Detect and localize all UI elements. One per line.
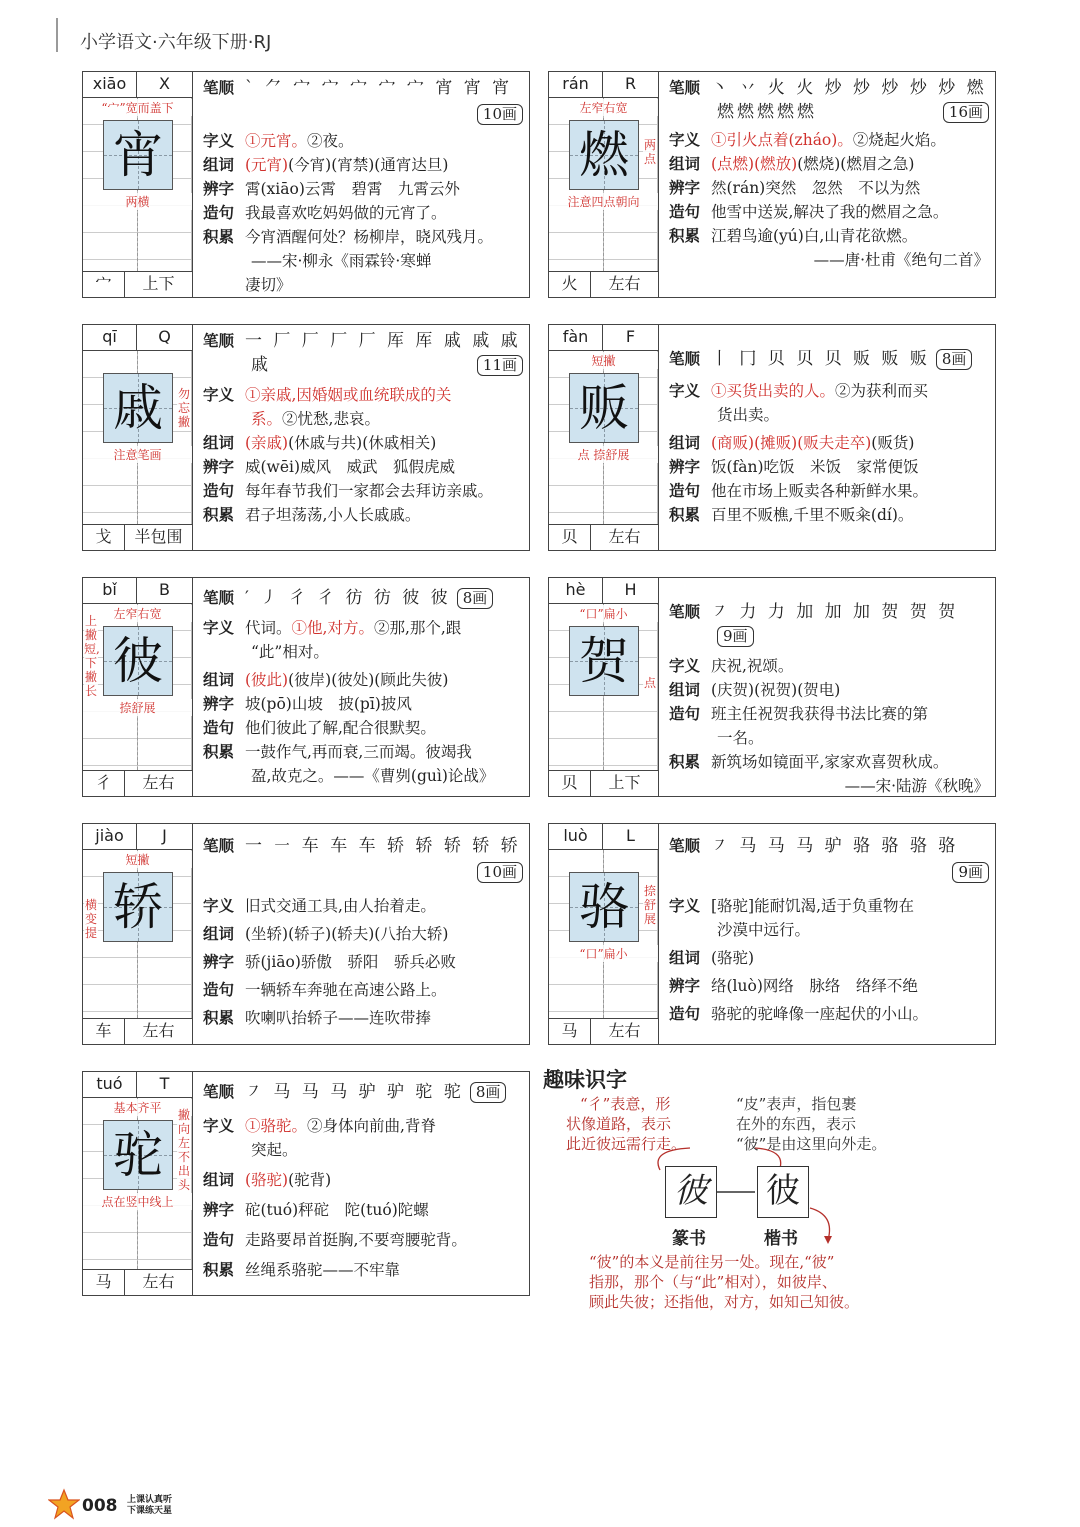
practice-grid	[549, 351, 658, 524]
writing-note: 注意笔画	[83, 446, 192, 463]
main-character: 戚	[113, 379, 163, 437]
words-highlight: (商贩)(摊贩)(贩夫走卒)	[711, 434, 872, 452]
label-bianzi: 辨字	[669, 976, 701, 995]
char-box	[569, 626, 639, 696]
accumulation: 百里不贩樵,千里不贩籴(dí)。	[711, 506, 914, 524]
structure: 左右	[142, 773, 175, 792]
distinguish: 霄(xiāo)云霄 碧霄 九霄云外	[245, 180, 460, 198]
stroke-order: ㇇ 马 马 马 驴 驴 驼 驼	[245, 1082, 464, 1102]
char-card-jiao	[82, 823, 530, 1045]
label-bishun: 笔顺	[203, 836, 235, 855]
pinyin: qī	[83, 325, 137, 350]
fun-line: 在外的东西，表示	[736, 1115, 857, 1133]
sentence: 班主任祝贺我获得书法比赛的第	[711, 705, 929, 723]
label-jilei: 积累	[203, 505, 235, 524]
label-zuci: 组词	[203, 155, 235, 174]
index-letter: R	[624, 74, 637, 93]
practice-grid	[549, 850, 658, 1018]
label-bianzi: 辨字	[203, 457, 235, 476]
writing-note: 点 捺舒展	[549, 446, 658, 463]
index-letter: L	[626, 826, 635, 845]
label-zaoju: 造句	[203, 481, 235, 500]
card-content	[203, 76, 523, 297]
meaning: 货出卖。	[717, 406, 780, 424]
pinyin: hè	[549, 578, 603, 603]
writing-note: 横变提	[84, 898, 97, 940]
sentence: 他在市场上贩卖各种新鲜水果。	[711, 482, 929, 500]
stroke-count: 9画	[952, 862, 989, 883]
accumulation-source: 凄切》	[245, 276, 292, 294]
char-box	[103, 872, 173, 942]
slogan-line: 下课练天星	[127, 1506, 173, 1516]
radical: 车	[83, 1019, 125, 1044]
writing-note: 点在竖中线上	[83, 1193, 192, 1210]
stroke-order: ` ⺈ 宀 宀 宀 宀 宀 宵 宵 宵	[245, 78, 513, 98]
char-box	[103, 1120, 173, 1190]
structure: 上下	[142, 274, 175, 293]
sentence: 骆驼的驼峰像一座起伏的小山。	[711, 1005, 929, 1023]
accumulation: 江碧鸟逾(yú)白,山青花欲燃。	[711, 227, 918, 245]
distinguish: 威(wēi)威风 威武 狐假虎威	[245, 458, 455, 476]
pinyin: luò	[549, 824, 603, 849]
writing-note: 两横	[83, 193, 192, 210]
words-highlight: (骆驼)	[245, 1171, 289, 1189]
meaning: ②那,那个,跟	[373, 619, 462, 637]
index-letter: T	[159, 1074, 170, 1093]
label-bishun: 笔顺	[669, 602, 701, 621]
card-content	[669, 76, 989, 272]
practice-grid	[549, 604, 658, 770]
accumulation: 今宵酒醒何处？杨柳岸，晓风残月。	[245, 228, 494, 246]
fun-line: “彼”的本义是前往另一处。现在,“彼”	[589, 1253, 835, 1271]
pinyin: bǐ	[83, 578, 137, 603]
char-panel	[83, 1072, 193, 1295]
accumulation-source: ——宋·柳永《雨霖铃·寒蝉	[251, 252, 432, 270]
writing-note: “宀”宽而盖下	[83, 99, 192, 116]
structure: 半包围	[134, 527, 183, 546]
label-zaoju: 造句	[669, 481, 701, 500]
char-box	[569, 120, 639, 190]
meaning-highlight: ①引火点着(zháo)。	[711, 131, 853, 149]
stroke-count: 16画	[943, 102, 989, 123]
label-bishun: 笔顺	[669, 836, 701, 855]
char-card-fan	[548, 324, 996, 551]
label-ziyi: 字义	[203, 1116, 235, 1135]
sentence: 每年春节我们一家都会去拜访亲戚。	[245, 482, 494, 500]
meaning: 沙漠中远行。	[717, 921, 811, 939]
label-bishun: 笔顺	[203, 331, 235, 350]
char-box	[103, 373, 173, 443]
sentence: 他们彼此了解,配合很默契。	[245, 719, 436, 737]
main-character: 轿	[113, 878, 163, 936]
label-ziyi: 字义	[669, 381, 701, 400]
label-zuci: 组词	[203, 1170, 235, 1189]
meaning: [骆驼]能耐饥渴,适于负重物在	[711, 897, 915, 915]
char-box	[103, 626, 173, 696]
stroke-order: 丶 丷 火 火 炒 炒 炒 炒 炒 燃	[711, 78, 987, 98]
distinguish: 然(rán)突然 忽然 不以为然	[711, 179, 921, 197]
stroke-order: 戚	[251, 355, 271, 375]
stroke-count: 11画	[477, 355, 523, 376]
header-rule	[56, 18, 58, 52]
radical: 戈	[83, 525, 125, 550]
radical: 彳	[83, 771, 125, 796]
meaning: ②为获利而买	[835, 382, 929, 400]
label-bianzi: 辨字	[203, 694, 235, 713]
card-content	[203, 329, 523, 527]
words: (驼背)	[288, 1171, 332, 1189]
fun-line: “彼”是由这里向外走。	[736, 1135, 887, 1153]
meaning: ②身体向前曲,背脊	[307, 1117, 436, 1135]
words: (贩货)	[871, 434, 915, 452]
radical: 贝	[549, 771, 591, 796]
label-zuci: 组词	[203, 670, 235, 689]
practice-grid	[549, 98, 658, 271]
radical: 马	[549, 1019, 591, 1044]
accumulation-source: ——唐·杜甫《绝句二首》	[813, 251, 989, 269]
label-ziyi: 字义	[203, 385, 235, 404]
card-content	[669, 834, 989, 1026]
char-card-qi	[82, 324, 530, 551]
label-bianzi: 辨字	[203, 179, 235, 198]
writing-note: 点	[643, 676, 656, 690]
fun-line: 此近彼远需行走。	[566, 1135, 687, 1153]
star-icon	[48, 1488, 80, 1520]
char-card-bi	[82, 577, 530, 797]
meaning: “此”相对。	[251, 643, 329, 661]
stroke-order: 丨 冂 贝 贝 贝 贩 贩 贩	[711, 349, 930, 369]
practice-grid	[83, 1098, 192, 1269]
stroke-order: ㇇ 马 马 马 驴 骆 骆 骆 骆	[711, 836, 959, 856]
writing-note: 短撇	[549, 352, 658, 369]
writing-note: 左窄右宽	[549, 99, 658, 116]
char-box	[569, 373, 639, 443]
fun-line: 指那，那个（与“此”相对），如彼岸、	[589, 1273, 837, 1291]
words: (燃烧)(燃眉之急)	[797, 155, 915, 173]
sentence: 走路要昂首挺胸,不要弯腰驼背。	[245, 1231, 467, 1249]
writing-note: 短撇	[83, 851, 192, 868]
writing-note: “口”扁小	[549, 945, 658, 962]
structure: 左右	[142, 1021, 175, 1040]
fun-section-title: 趣味识字	[543, 1068, 627, 1092]
fun-summary	[589, 1252, 859, 1312]
sentence: 我最喜欢吃妈妈做的元宵了。	[245, 204, 447, 222]
meaning: 旧式交通工具,由人抬着走。	[245, 897, 436, 915]
radical: 贝	[549, 525, 591, 550]
stroke-order: 一 厂 厂 厂 厂 厍 厍 戚 戚 戚	[245, 331, 521, 351]
label-bianzi: 辨字	[669, 457, 701, 476]
words: (坐轿)(轿子)(轿夫)(八抬大轿)	[245, 925, 449, 943]
label-bishun: 笔顺	[203, 78, 235, 97]
index-letter: X	[159, 74, 170, 93]
label-zaoju: 造句	[203, 718, 235, 737]
words: (今宵)(宵禁)(通宵达旦)	[288, 156, 449, 174]
main-character: 贩	[579, 379, 629, 437]
label-jilei: 积累	[203, 227, 235, 246]
radical: 宀	[83, 272, 125, 297]
main-character: 贺	[579, 632, 629, 690]
label-bishun: 笔顺	[203, 1082, 235, 1101]
writing-note: 勿忘撇	[177, 387, 190, 429]
char-panel	[549, 578, 659, 796]
accumulation: 盈,故克之。——《曹刿(guì)论战》	[251, 767, 495, 785]
label-zuci: 组词	[669, 680, 701, 699]
stroke-count: 10画	[477, 862, 523, 883]
meaning: 庆祝,祝颂。	[711, 657, 794, 675]
distinguish: 砣(tuó)秤砣 陀(tuó)陀螺	[245, 1201, 429, 1219]
label-zaoju: 造句	[669, 1004, 701, 1023]
card-content	[203, 1080, 523, 1282]
label-zuci: 组词	[669, 948, 701, 967]
char-panel	[83, 72, 193, 297]
char-card-ran	[548, 71, 996, 298]
label-bianzi: 辨字	[669, 178, 701, 197]
sentence: 一辆轿车奔驰在高速公路上。	[245, 981, 447, 999]
writing-note: 上撇短,下撇长	[84, 614, 100, 698]
writing-note: 两点	[643, 138, 656, 166]
label-jilei: 积累	[203, 1008, 235, 1027]
accumulation: 丝绳系骆驼——不牢靠	[245, 1261, 401, 1279]
slogan-line: 上课认真听	[127, 1495, 173, 1505]
label-bishun: 笔顺	[203, 588, 235, 607]
practice-grid	[83, 604, 192, 770]
practice-grid	[83, 98, 192, 271]
meaning-highlight: ①骆驼。	[245, 1117, 308, 1135]
main-character: 宵	[113, 126, 163, 184]
writing-note: “口”扁小	[549, 605, 658, 622]
label-zaoju: 造句	[669, 202, 701, 221]
label-zuci: 组词	[669, 433, 701, 452]
main-character: 驼	[113, 1126, 163, 1184]
char-panel	[83, 824, 193, 1044]
writing-note: 捺舒展	[83, 699, 192, 716]
meaning-highlight: ①买货出卖的人。	[711, 382, 836, 400]
structure: 上下	[608, 773, 641, 792]
meaning: ②夜。	[307, 132, 354, 150]
practice-grid	[83, 351, 192, 524]
fun-line: “皮”表声，指包裹	[736, 1095, 857, 1113]
char-card-xiao	[82, 71, 530, 298]
sentence: 一名。	[717, 729, 764, 747]
words-highlight: (元宵)	[245, 156, 289, 174]
label-zuci: 组词	[203, 433, 235, 452]
structure: 左右	[142, 1272, 175, 1291]
stroke-order: ㇇ 力 力 加 加 加 贺 贺 贺	[711, 602, 959, 622]
sentence: 他雪中送炭,解决了我的燃眉之急。	[711, 203, 949, 221]
stroke-order: 一 ㇐ 车 车 车 轿 轿 轿 轿 轿	[245, 836, 521, 856]
radical: 火	[549, 272, 591, 297]
label-zaoju: 造句	[203, 203, 235, 222]
words-highlight: (亲戚)	[245, 434, 289, 452]
page-number: 008	[82, 1496, 118, 1516]
char-box	[103, 120, 173, 190]
pinyin: fàn	[549, 325, 603, 350]
char-panel	[549, 824, 659, 1044]
pinyin: rán	[549, 72, 603, 97]
stroke-count: 10画	[477, 104, 523, 125]
label-jilei: 积累	[669, 752, 701, 771]
writing-note: 基本齐平	[83, 1099, 192, 1116]
card-content	[203, 834, 523, 1030]
char-panel	[549, 325, 659, 550]
regular-script-char: 彼	[757, 1166, 809, 1218]
char-card-he	[548, 577, 996, 797]
label-jilei: 积累	[203, 742, 235, 761]
words: (休戚与共)(休戚相关)	[288, 434, 437, 452]
writing-note: 捺舒展	[643, 884, 656, 926]
distinguish: 络(luò)网络 脉络 络绎不绝	[711, 977, 918, 995]
label-jilei: 积累	[203, 1260, 235, 1279]
accumulation: 吹喇叭抬轿子——连吹带捧	[245, 1009, 432, 1027]
distinguish: 骄(jiāo)骄傲 骄阳 骄兵必败	[245, 953, 456, 971]
index-letter: H	[624, 580, 637, 599]
regular-caption: 楷书	[764, 1229, 798, 1249]
card-content	[669, 347, 989, 527]
stroke-order: 燃燃燃燃燃	[717, 102, 817, 122]
index-letter: B	[159, 580, 170, 599]
words: (彼岸)(彼处)(顾此失彼)	[288, 671, 449, 689]
words-highlight: (点燃)(燃放)	[711, 155, 798, 173]
structure: 左右	[608, 1021, 641, 1040]
meaning: 代词。	[245, 619, 292, 637]
writing-note: 撇向左不出头	[177, 1108, 190, 1192]
label-zaoju: 造句	[203, 1230, 235, 1249]
stroke-count: 8画	[470, 1082, 507, 1103]
structure: 左右	[608, 527, 641, 546]
words-highlight: (彼此)	[245, 671, 289, 689]
stroke-order: ′ ㇓ 彳 彳 彷 彷 彼 彼	[245, 588, 451, 608]
meaning-highlight: ①他,对方。	[291, 619, 374, 637]
char-panel	[549, 72, 659, 297]
distinguish: 饭(fàn)吃饭 米饭 家常便饭	[711, 458, 919, 476]
fun-line: 状像道路，表示	[566, 1115, 672, 1133]
label-jilei: 积累	[669, 505, 701, 524]
meaning: 突起。	[251, 1141, 298, 1159]
words: (骆驼)	[711, 949, 755, 967]
accumulation-source: ——宋·陆游《秋晚》	[844, 777, 989, 795]
char-card-luo	[548, 823, 996, 1045]
label-ziyi: 字义	[203, 618, 235, 637]
meaning-highlight: 系。	[251, 410, 283, 428]
label-ziyi: 字义	[669, 130, 701, 149]
practice-grid	[83, 850, 192, 1018]
fun-line: 顾此失彼；还指他，对方，如知己知彼。	[589, 1293, 860, 1311]
char-box	[569, 872, 639, 942]
writing-note: 左窄右宽	[83, 605, 192, 622]
distinguish: 坡(pō)山坡 披(pī)披风	[245, 695, 412, 713]
label-zaoju: 造句	[669, 704, 701, 723]
pinyin: tuó	[83, 1072, 137, 1097]
main-character: 彼	[113, 632, 163, 690]
card-content	[669, 600, 989, 798]
label-ziyi: 字义	[669, 656, 701, 675]
index-letter: J	[162, 826, 167, 845]
label-ziyi: 字义	[203, 131, 235, 150]
pinyin: jiào	[83, 824, 137, 849]
label-bishun: 笔顺	[669, 349, 701, 368]
accumulation: 新筑场如镜面平,家家欢喜贺秋成。	[711, 753, 949, 771]
label-bianzi: 辨字	[203, 1200, 235, 1219]
seal-script-char: 彼	[665, 1166, 717, 1218]
stroke-count: 8画	[457, 588, 494, 609]
accumulation: 一鼓作气,再而衰,三而竭。彼竭我	[245, 743, 472, 761]
label-bianzi: 辨字	[203, 952, 235, 971]
label-jilei: 积累	[669, 226, 701, 245]
index-letter: F	[625, 327, 636, 346]
accumulation: 君子坦荡荡,小人长戚戚。	[245, 506, 421, 524]
label-ziyi: 字义	[669, 896, 701, 915]
label-ziyi: 字义	[203, 896, 235, 915]
fun-line: “彳”表意，形	[580, 1095, 671, 1113]
card-content	[203, 586, 523, 788]
char-panel	[83, 578, 193, 796]
meaning: ②忧愁,悲哀。	[282, 410, 380, 428]
stroke-count: 8画	[936, 349, 973, 370]
page-header-title: 小学语文·六年级下册·RJ	[80, 32, 272, 53]
meaning-highlight: ①元宵。	[245, 132, 308, 150]
stroke-count: 9画	[717, 626, 754, 647]
char-panel	[83, 325, 193, 550]
meaning: ②烧起火焰。	[852, 131, 946, 149]
label-zaoju: 造句	[203, 980, 235, 999]
radical: 马	[83, 1270, 125, 1295]
structure: 左右	[608, 274, 641, 293]
main-character: 燃	[579, 126, 629, 184]
meaning-highlight: ①亲戚,因婚姻或血统联成的关	[245, 386, 452, 404]
seal-caption: 篆书	[672, 1229, 706, 1249]
footer-slogan	[127, 1495, 172, 1517]
label-zuci: 组词	[203, 924, 235, 943]
main-character: 骆	[579, 878, 629, 936]
label-zuci: 组词	[669, 154, 701, 173]
writing-note: 注意四点朝向	[549, 193, 658, 210]
words: (庆贺)(祝贺)(贺电)	[711, 681, 841, 699]
label-bishun: 笔顺	[669, 78, 701, 97]
index-letter: Q	[158, 327, 171, 346]
char-card-tuo	[82, 1071, 530, 1296]
pinyin: xiāo	[83, 72, 137, 97]
